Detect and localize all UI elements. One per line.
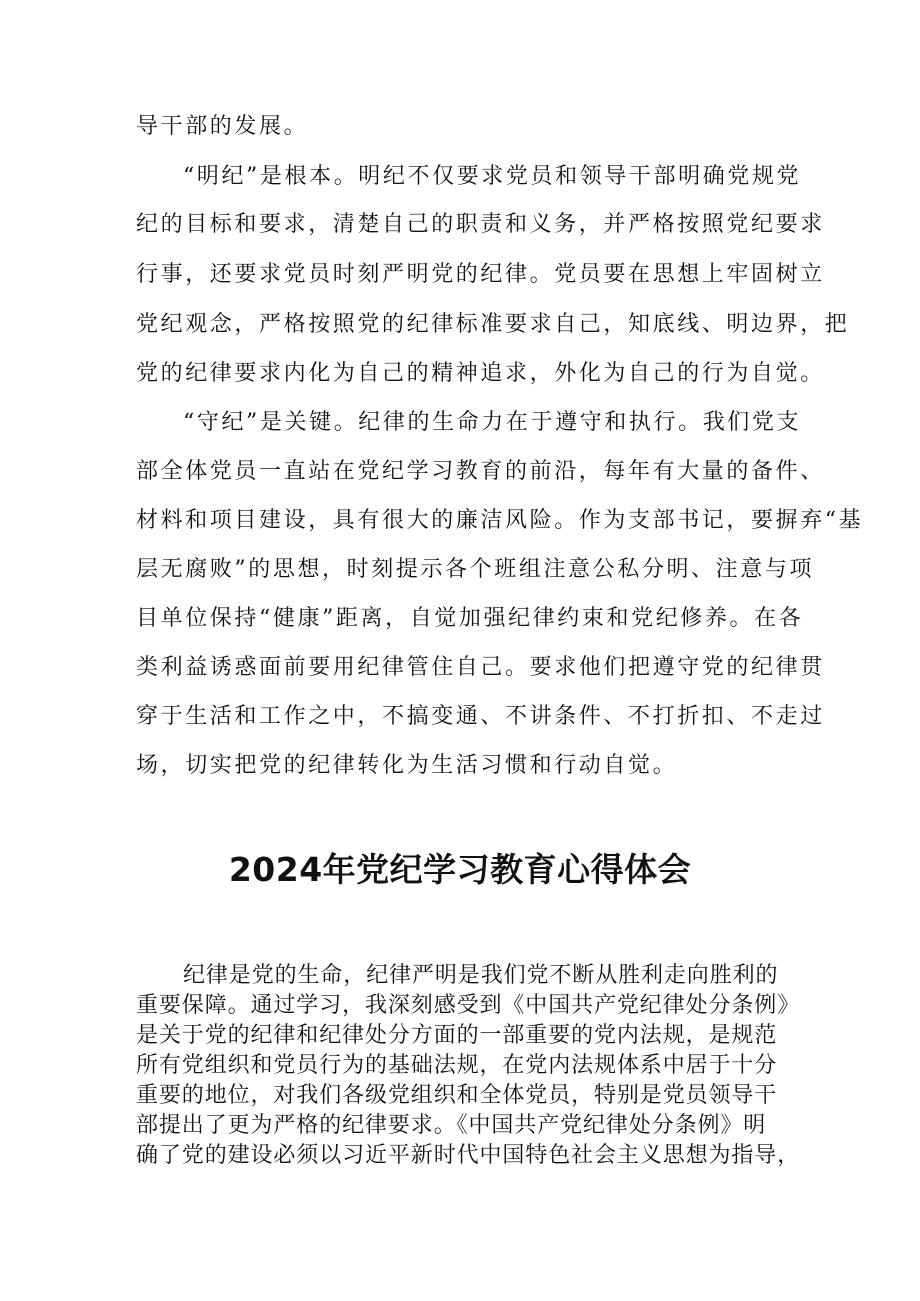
paragraph-line: 所有党组织和党员行为的基础法规，在党内法规体系中居于十分 bbox=[136, 1053, 778, 1078]
paragraph-line: 纪的目标和要求，清楚自己的职责和义务，并严格按照党纪要求 bbox=[136, 212, 825, 237]
paragraph-line: “守纪”是关键。纪律的生命力在于遵守和执行。我们党支 bbox=[183, 410, 802, 435]
paragraph-line: 场，切实把党的纪律转化为生活习惯和行动自觉。 bbox=[136, 753, 678, 778]
paragraph-line: 目单位保持“健康”距离，自觉加强纪律约束和党纪修养。在各 bbox=[136, 606, 804, 631]
paragraph-line: 纪律是党的生命，纪律严明是我们党不断从胜利走向胜利的 bbox=[183, 963, 779, 988]
paragraph-line: 材料和项目建设，具有很大的廉洁风险。作为支部书记，要摒弃“基 bbox=[136, 508, 864, 533]
paragraph-line: 是关于党的纪律和纪律处分方面的一部重要的党内法规，是规范 bbox=[136, 1023, 778, 1048]
paragraph-line: 部提出了更为严格的纪律要求。《中国共产党纪律处分条例》明 bbox=[136, 1113, 767, 1138]
paragraph-line: 行事，还要求党员时刻严明党的纪律。党员要在思想上牢固树立 bbox=[136, 262, 825, 287]
paragraph-line: 重要的地位，对我们各级党组织和全体党员，特别是党员领导干 bbox=[136, 1083, 778, 1108]
paragraph-line: 层无腐败”的思想，时刻提示各个班组注意公私分明、注意与项 bbox=[136, 557, 815, 582]
paragraph-line: 穿于生活和工作之中，不搞变通、不讲条件、不打折扣、不走过 bbox=[136, 704, 825, 729]
paragraph-line: 党纪观念，严格按照党的纪律标准要求自己，知底线、明边界，把 bbox=[136, 312, 850, 337]
paragraph-line: 党的纪律要求内化为自己的精神追求，外化为自己的行为自觉。 bbox=[136, 361, 825, 386]
paragraph-line: 类利益诱惑面前要用纪律管住自己。要求他们把遵守党的纪律贯 bbox=[136, 655, 825, 680]
article-title: 2024年党纪学习教育心得体会 bbox=[228, 850, 692, 889]
paragraph-line: 重要保障。通过学习，我深刻感受到《中国共产党纪律处分条例》 bbox=[136, 993, 801, 1018]
paragraph-line: 确了党的建设必须以习近平新时代中国特色社会主义思想为指导， bbox=[136, 1143, 801, 1168]
paragraph-line: 部全体党员一直站在党纪学习教育的前沿，每年有大量的备件、 bbox=[136, 459, 825, 484]
paragraph-line: 导干部的发展。 bbox=[136, 114, 309, 139]
paragraph-line: “明纪”是根本。明纪不仅要求党员和领导干部明确党规党 bbox=[183, 164, 802, 189]
